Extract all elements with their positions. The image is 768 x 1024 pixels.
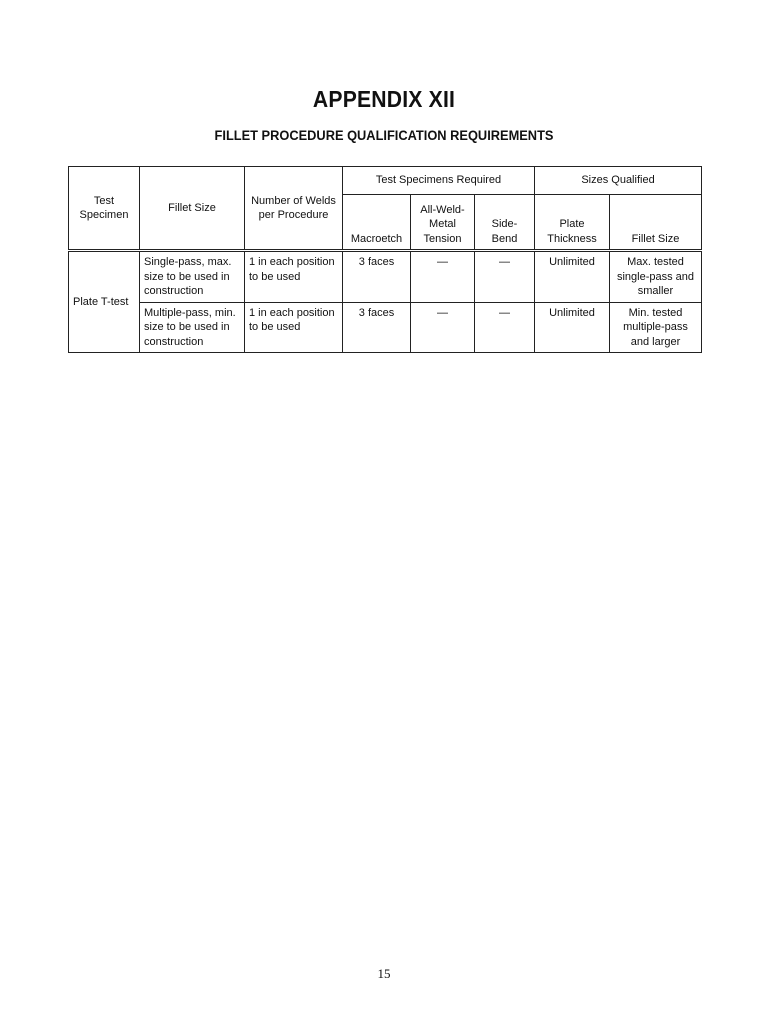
col-sizes-fillet-size-label: Fillet Size bbox=[631, 232, 680, 245]
qualification-requirements-table bbox=[68, 166, 702, 353]
table-row bbox=[69, 251, 702, 303]
col-number-of-welds bbox=[245, 167, 343, 251]
page-number: 15 bbox=[377, 966, 391, 981]
col-fillet-size-label: Fillet Size bbox=[168, 201, 216, 214]
col-macroetch-label: Macroetch bbox=[350, 232, 403, 245]
col-sizes-fillet-size bbox=[610, 195, 702, 251]
row-all-weld-metal-tension: — bbox=[411, 302, 475, 353]
row-macroetch: 3 faces bbox=[343, 302, 411, 353]
row-side-bend: — bbox=[475, 302, 535, 353]
row-number-of-welds: 1 in each position to be used bbox=[245, 302, 343, 353]
table-title: FILLET PROCEDURE QUALIFICATION REQUIREMENTS bbox=[214, 128, 554, 143]
row-plate-thickness: Unlimited bbox=[535, 302, 610, 353]
appendix-title: APPENDIX XII bbox=[312, 86, 456, 112]
row-number-of-welds: 1 in each position to be used bbox=[245, 251, 343, 303]
group-test-specimens-required: Test Specimens Required bbox=[343, 167, 535, 195]
row-side-bend: — bbox=[475, 251, 535, 303]
group-sizes-qualified: Sizes Qualified bbox=[535, 167, 702, 195]
row-plate-thickness: Unlimited bbox=[535, 251, 610, 303]
col-plate-thickness-label: Plate Thickness bbox=[547, 218, 597, 245]
table-row bbox=[69, 302, 702, 353]
row-macroetch: 3 faces bbox=[343, 251, 411, 303]
col-side-bend-label: Side- Bend bbox=[491, 218, 518, 245]
col-fillet-size bbox=[140, 167, 245, 251]
col-test-specimen bbox=[69, 167, 140, 251]
col-all-weld-metal-tension bbox=[411, 195, 475, 251]
col-macroetch bbox=[343, 195, 411, 251]
col-test-specimen-label: Test Specimen bbox=[79, 194, 129, 221]
col-plate-thickness bbox=[535, 195, 610, 251]
row-sizes-fillet-size: Max. tested single-pass and smaller bbox=[610, 251, 702, 303]
row-fillet-size: Multiple-pass, min. size to be used in construction bbox=[140, 302, 245, 353]
row-all-weld-metal-tension: — bbox=[411, 251, 475, 303]
specimen-cell: Plate T-test bbox=[69, 251, 140, 353]
col-all-weld-metal-tension-label: All-Weld- Metal Tension bbox=[420, 203, 465, 245]
row-fillet-size: Single-pass, max. size to be used in construction bbox=[140, 251, 245, 303]
row-sizes-fillet-size: Min. tested multiple-pass and larger bbox=[610, 302, 702, 353]
col-number-of-welds-label: Number of Welds per Procedure bbox=[251, 194, 336, 221]
group-header-row bbox=[69, 167, 702, 195]
col-side-bend bbox=[475, 195, 535, 251]
